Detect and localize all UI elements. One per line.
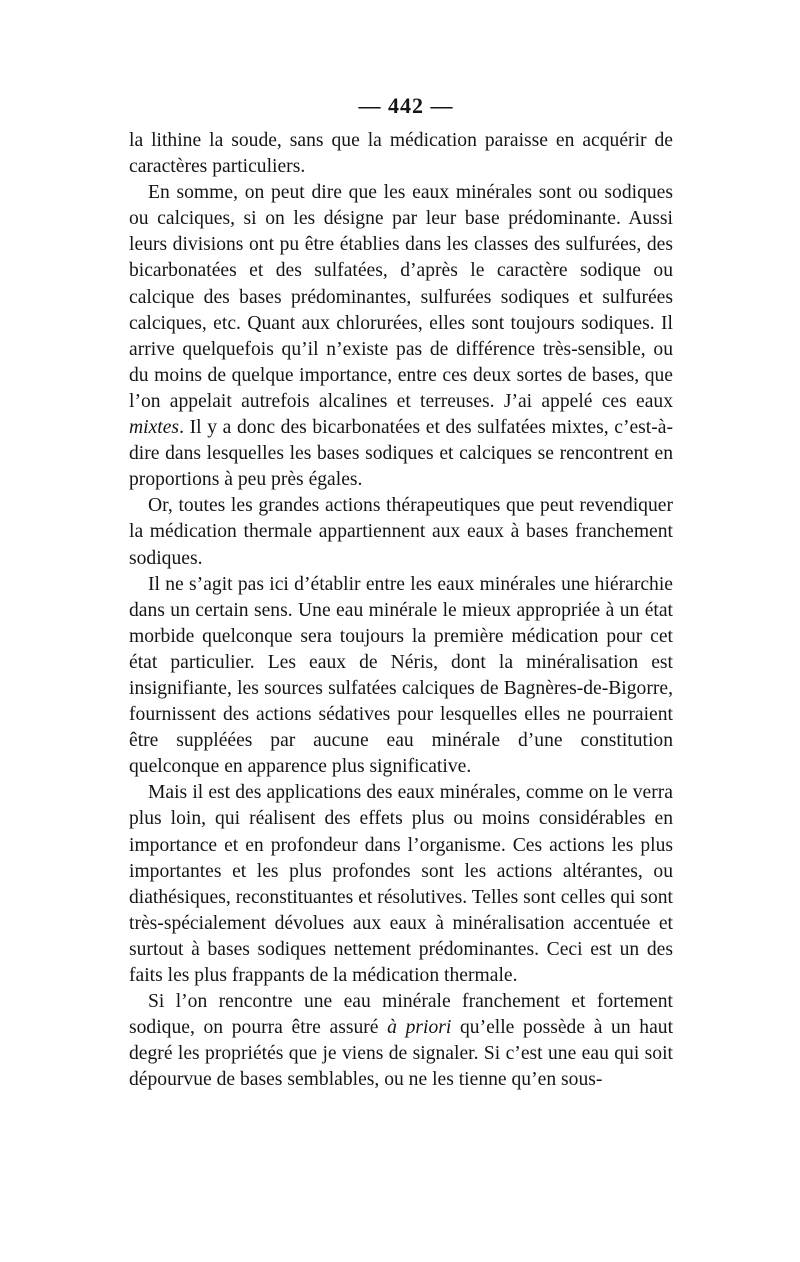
paragraph-text: Or, toutes les grandes actions thérapeutiques que peut revendiquer la médication thermale appartiennent aux eaux à bases franchement sodiques. <box>129 495 673 569</box>
paragraph-text: qu’elle possède à un haut degré les propriétés que je viens de signaler. Si c’est une eau qui soit dépourvue de bases semblables, ou ne les tienne qu’en sous- <box>129 1017 674 1091</box>
paragraph-sodic-water <box>129 989 673 1093</box>
paragraph-therapeutic-actions <box>129 493 673 571</box>
paragraph-text: Il ne s’agit pas ici d’établir entre les eaux minérales une hiérarchie dans un certain sens. Une eau minérale le mieux appropriée à un état morbide quelconque sera toujours la première médication pour cet état particulier. Les eaux de Néris, dont la minéralisation est insignifiante, les sources sulfatées calciques de Bagnères-de-Bigorre, fournissent des actions sédatives pour lesquelles elles ne pourraient être suppléées par aucune eau minérale d’une constitution quelconque en apparence plus significative. <box>129 573 673 778</box>
paragraph-text: En somme, on peut dire que les eaux minérales sont ou sodiques ou calciques, si on les désigne par leur base prédominante. Aussi leurs divisions ont pu être établies dans les classes des sulfurées, des bicarbonatées et des sulfatées, d’après le caractère sodique ou calcique des bases prédominantes, sulfurées sodiques et sulfurées calciques, etc. Quant aux chlorurées, elles sont toujours sodiques. Il arrive quelquefois qu’il n’existe pas de différence très-sensible, ou du moins de quelque importance, entre ces deux sortes de bases, que l’on appelait autrefois alcalines et terreuses. J’ai appelé ces eaux <box>129 182 673 412</box>
paragraph-text: . Il y a donc des bicarbonatées et des sulfatées mixtes, c’est-à-dire dans lesquelles les bases sodiques et calciques se rencontrent en proportions à peu près égales. <box>129 417 673 491</box>
page-body <box>129 128 673 1093</box>
paragraph-applications <box>129 780 673 989</box>
paragraph-sodic-calcic <box>129 180 673 493</box>
book-page <box>129 88 673 1093</box>
paragraph-hierarchy <box>129 572 673 781</box>
italic-term-mixtes: mixtes <box>129 417 180 439</box>
paragraph-continued <box>129 128 673 180</box>
italic-term-a-priori: à priori <box>387 1017 452 1039</box>
paragraph-text: la lithine la soude, sans que la médication paraisse en acquérir de caractères particuliers. <box>129 130 673 178</box>
page-number: — 442 — <box>358 93 454 118</box>
paragraph-text: Mais il est des applications des eaux minérales, comme on le verra plus loin, qui réalisent des effets plus ou moins considérables en importance et en profondeur dans l’organisme. Ces actions les plus importantes et les plus profondes sont les actions altérantes, ou diathésiques, reconstituantes et résolutives. Telles sont celles qui sont très-spécialement dévolues aux eaux à minéralisation accentuée et surtout à bases sodiques nettement prédominantes. Ceci est un des faits les plus frappants de la médication thermale. <box>129 782 673 986</box>
paragraph-text: Si l’on rencontre une eau minérale franchement et fortement sodique, on pourra être assuré <box>129 991 673 1039</box>
